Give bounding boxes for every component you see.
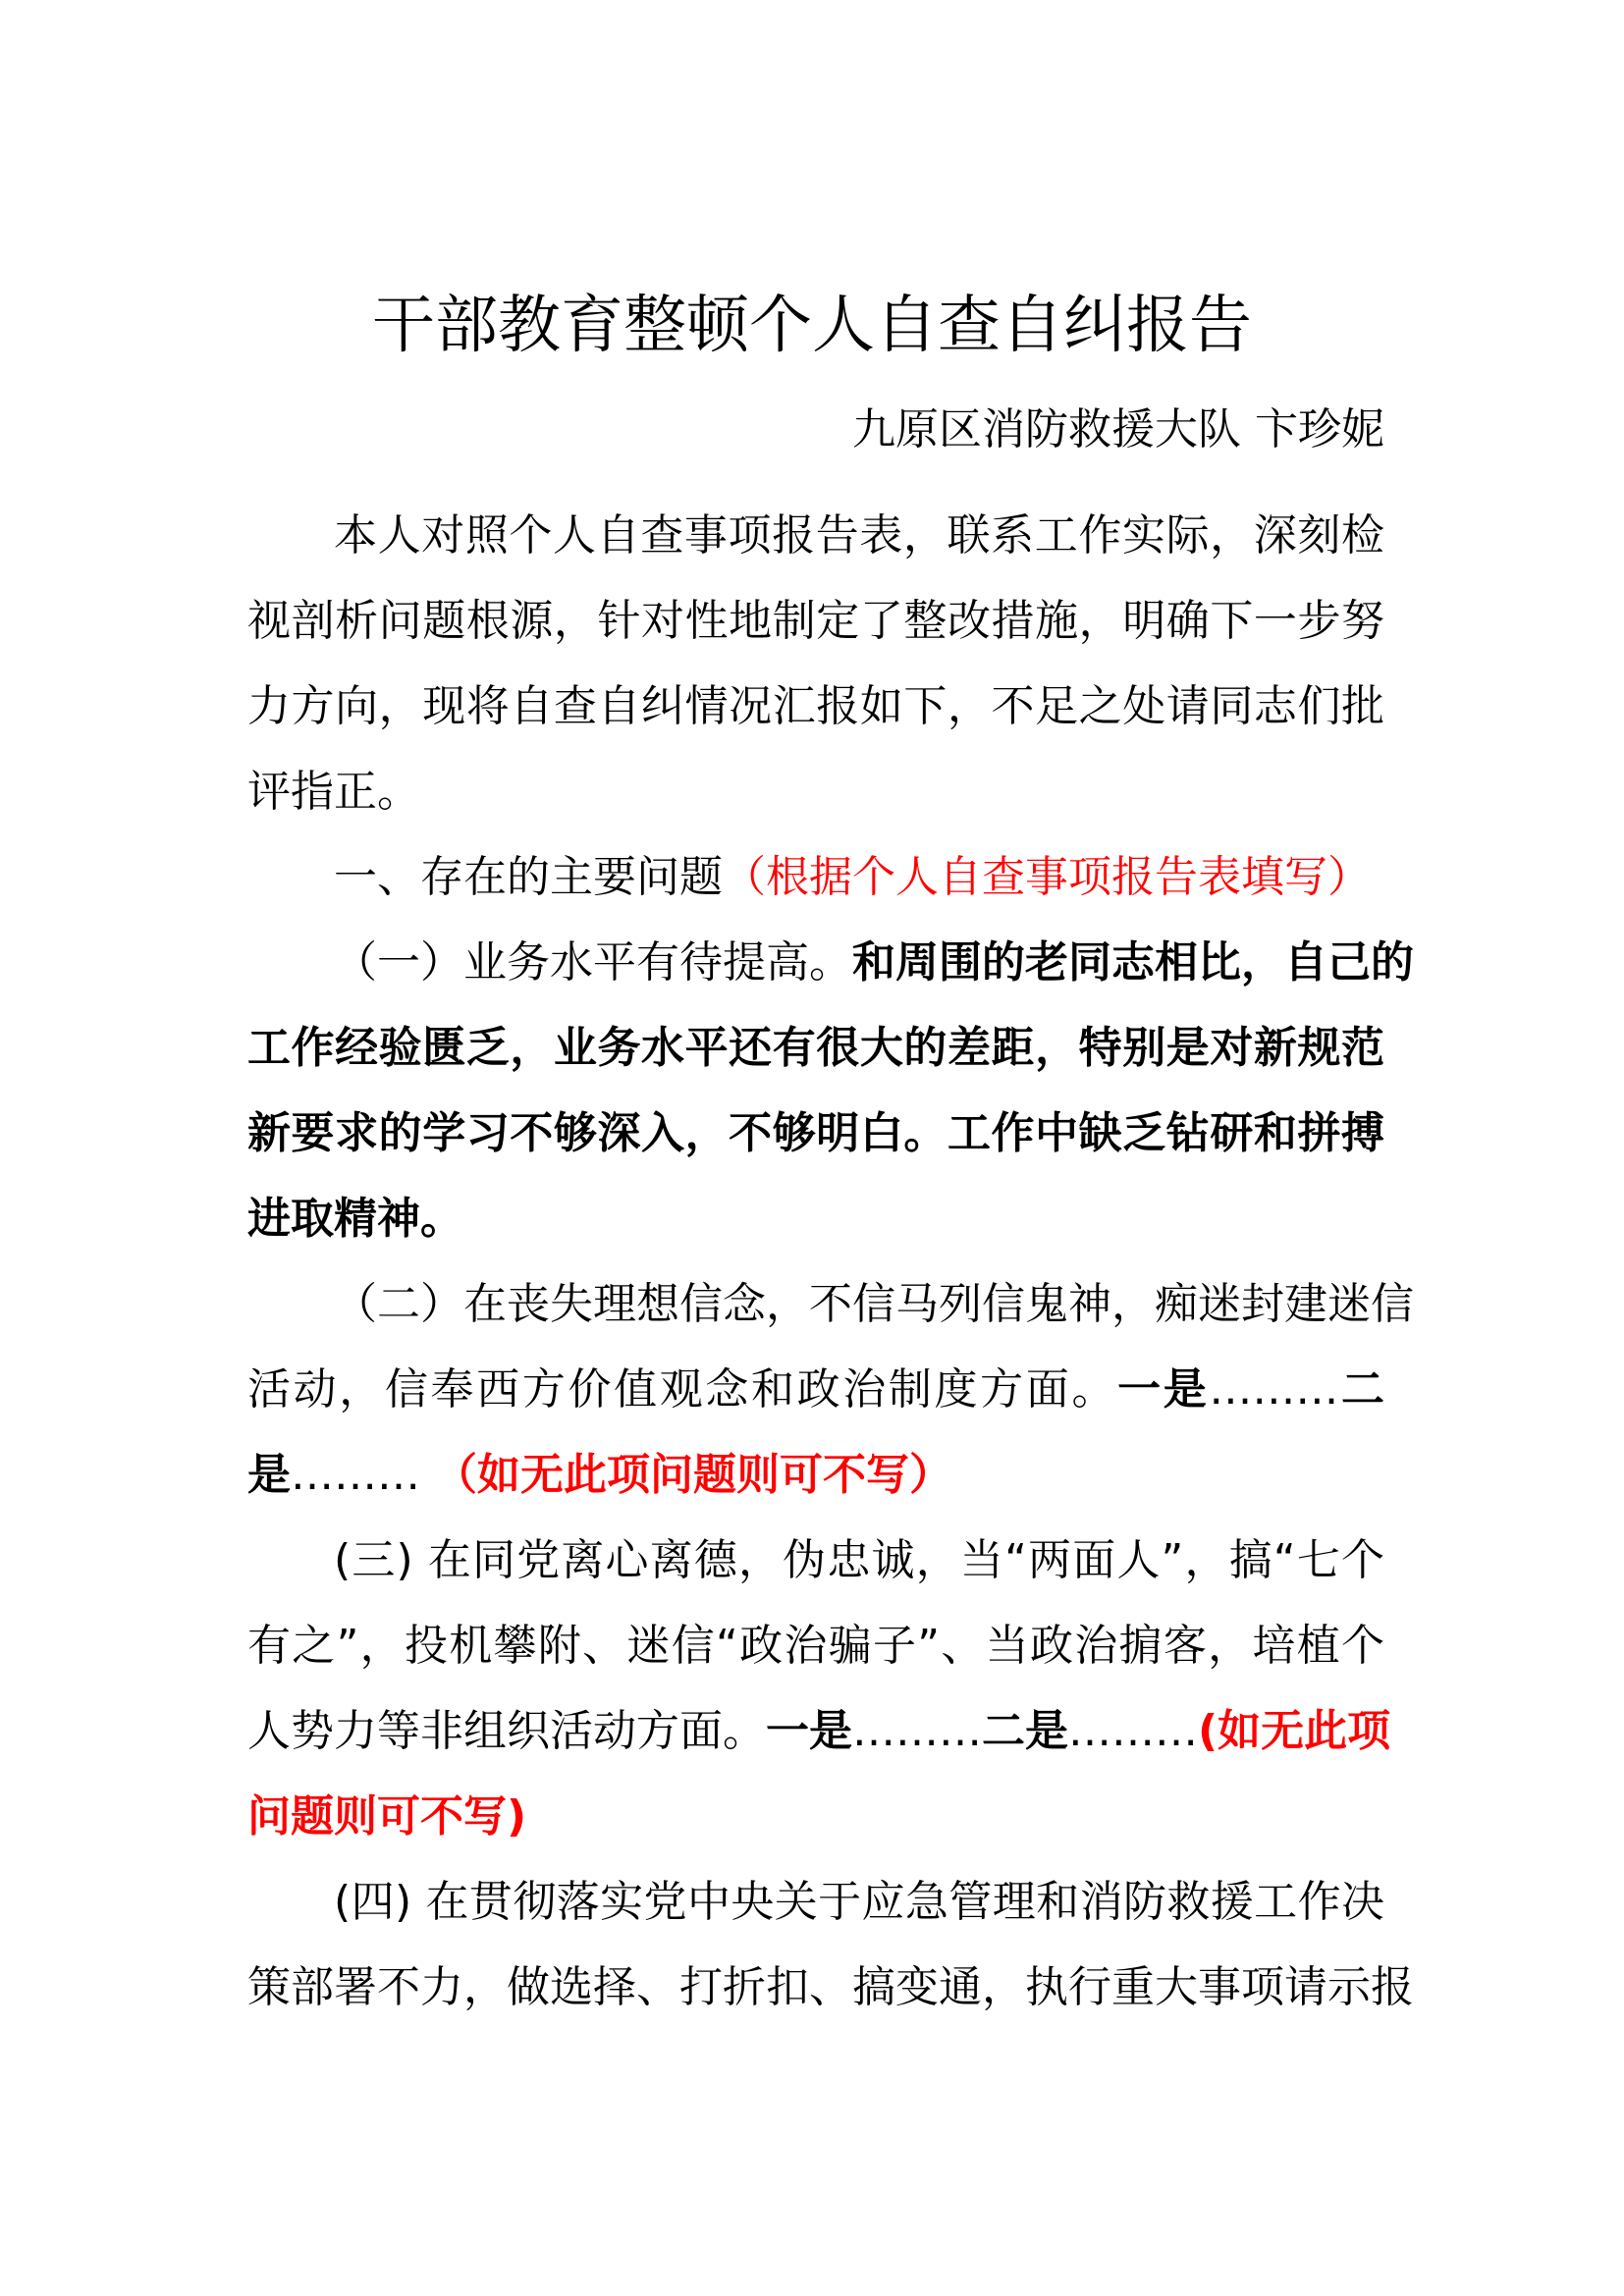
- body-text: 二是: [982, 1706, 1068, 1756]
- text-line: [247, 1361, 1384, 1446]
- text-line: [247, 677, 1384, 763]
- note-text: （如无此项问题则可不写）: [434, 1450, 952, 1500]
- body-text: (四) 在贯彻落实党中央关于应急管理和消防救援工作决: [334, 1877, 1384, 1927]
- text-line: [247, 1446, 1384, 1531]
- body-text: ………: [1209, 1364, 1339, 1415]
- body-text: 策部署不力，做选择、打折扣、搞变通，执行重大事项请示报: [247, 1962, 1414, 2012]
- body-text: 人势力等非组织活动方面。: [247, 1706, 766, 1756]
- text-line: [247, 848, 1384, 934]
- text-line: [247, 1190, 1384, 1275]
- body-text: 评指正。: [247, 767, 420, 817]
- author-line: 九原区消防救援大队 卞珍妮: [852, 404, 1384, 454]
- text-line: [247, 1104, 1384, 1190]
- body-text: 一、存在的主要问题: [334, 852, 723, 902]
- text-line: [247, 1873, 1384, 1958]
- document-body: [247, 507, 1414, 2044]
- body-text: 活动，信奉西方价值观念和政治制度方面。: [247, 1364, 1118, 1415]
- body-text: 有之”，投机攀附、迷信“政治骗子”、当政治掮客，培植个: [247, 1621, 1384, 1671]
- body-text: 工作经验匮乏，业务水平还有很大的差距，特别是对新规范: [247, 1023, 1384, 1073]
- body-text: 二: [1338, 1364, 1385, 1415]
- body-text: 视剖析问题根源，针对性地制定了整改措施，明确下一步努: [247, 596, 1384, 646]
- document-title: 干部教育整顿个人自查自纠报告: [372, 290, 1252, 362]
- note-text: (如无此项: [1198, 1706, 1391, 1756]
- body-text: （一）业务水平有待提高。: [334, 937, 852, 988]
- body-text: 本人对照个人自查事项报告表，联系工作实际，深刻检: [334, 510, 1384, 561]
- body-text: (三) 在同党离心离德，伪忠诚，当“两面人”，搞“七个: [334, 1535, 1384, 1585]
- text-line: [247, 1788, 1384, 1873]
- text-line: [247, 934, 1414, 1019]
- body-text: 力方向，现将自查自纠情况汇报如下，不足之处请同志们批: [247, 681, 1384, 731]
- text-line: [247, 592, 1384, 677]
- text-line: [247, 1275, 1414, 1361]
- body-text: ………: [291, 1450, 434, 1500]
- body-text: 是: [247, 1450, 291, 1500]
- text-line: [247, 1617, 1384, 1702]
- text-line: [247, 1702, 1391, 1788]
- note-text: （根据个人自查事项报告表填写）: [723, 852, 1371, 902]
- text-line: [247, 1019, 1384, 1104]
- body-text: ………: [1068, 1706, 1198, 1756]
- body-text: 新要求的学习不够深入，不够明白。工作中缺乏钻研和拼搏: [247, 1108, 1384, 1158]
- body-text: 一是: [766, 1706, 852, 1756]
- body-text: 进取精神。: [247, 1194, 463, 1244]
- text-line: [247, 507, 1384, 592]
- body-text: ………: [852, 1706, 982, 1756]
- note-text: 问题则可不写): [247, 1791, 527, 1842]
- text-line: [247, 1958, 1414, 2044]
- text-line: [247, 763, 1384, 848]
- body-text: 和周围的老同志相比，自己的: [852, 937, 1414, 988]
- body-text: （二）在丧失理想信念，不信马列信鬼神，痴迷封建迷信: [334, 1279, 1414, 1329]
- text-line: [247, 1531, 1384, 1617]
- body-text: 一是: [1117, 1364, 1210, 1415]
